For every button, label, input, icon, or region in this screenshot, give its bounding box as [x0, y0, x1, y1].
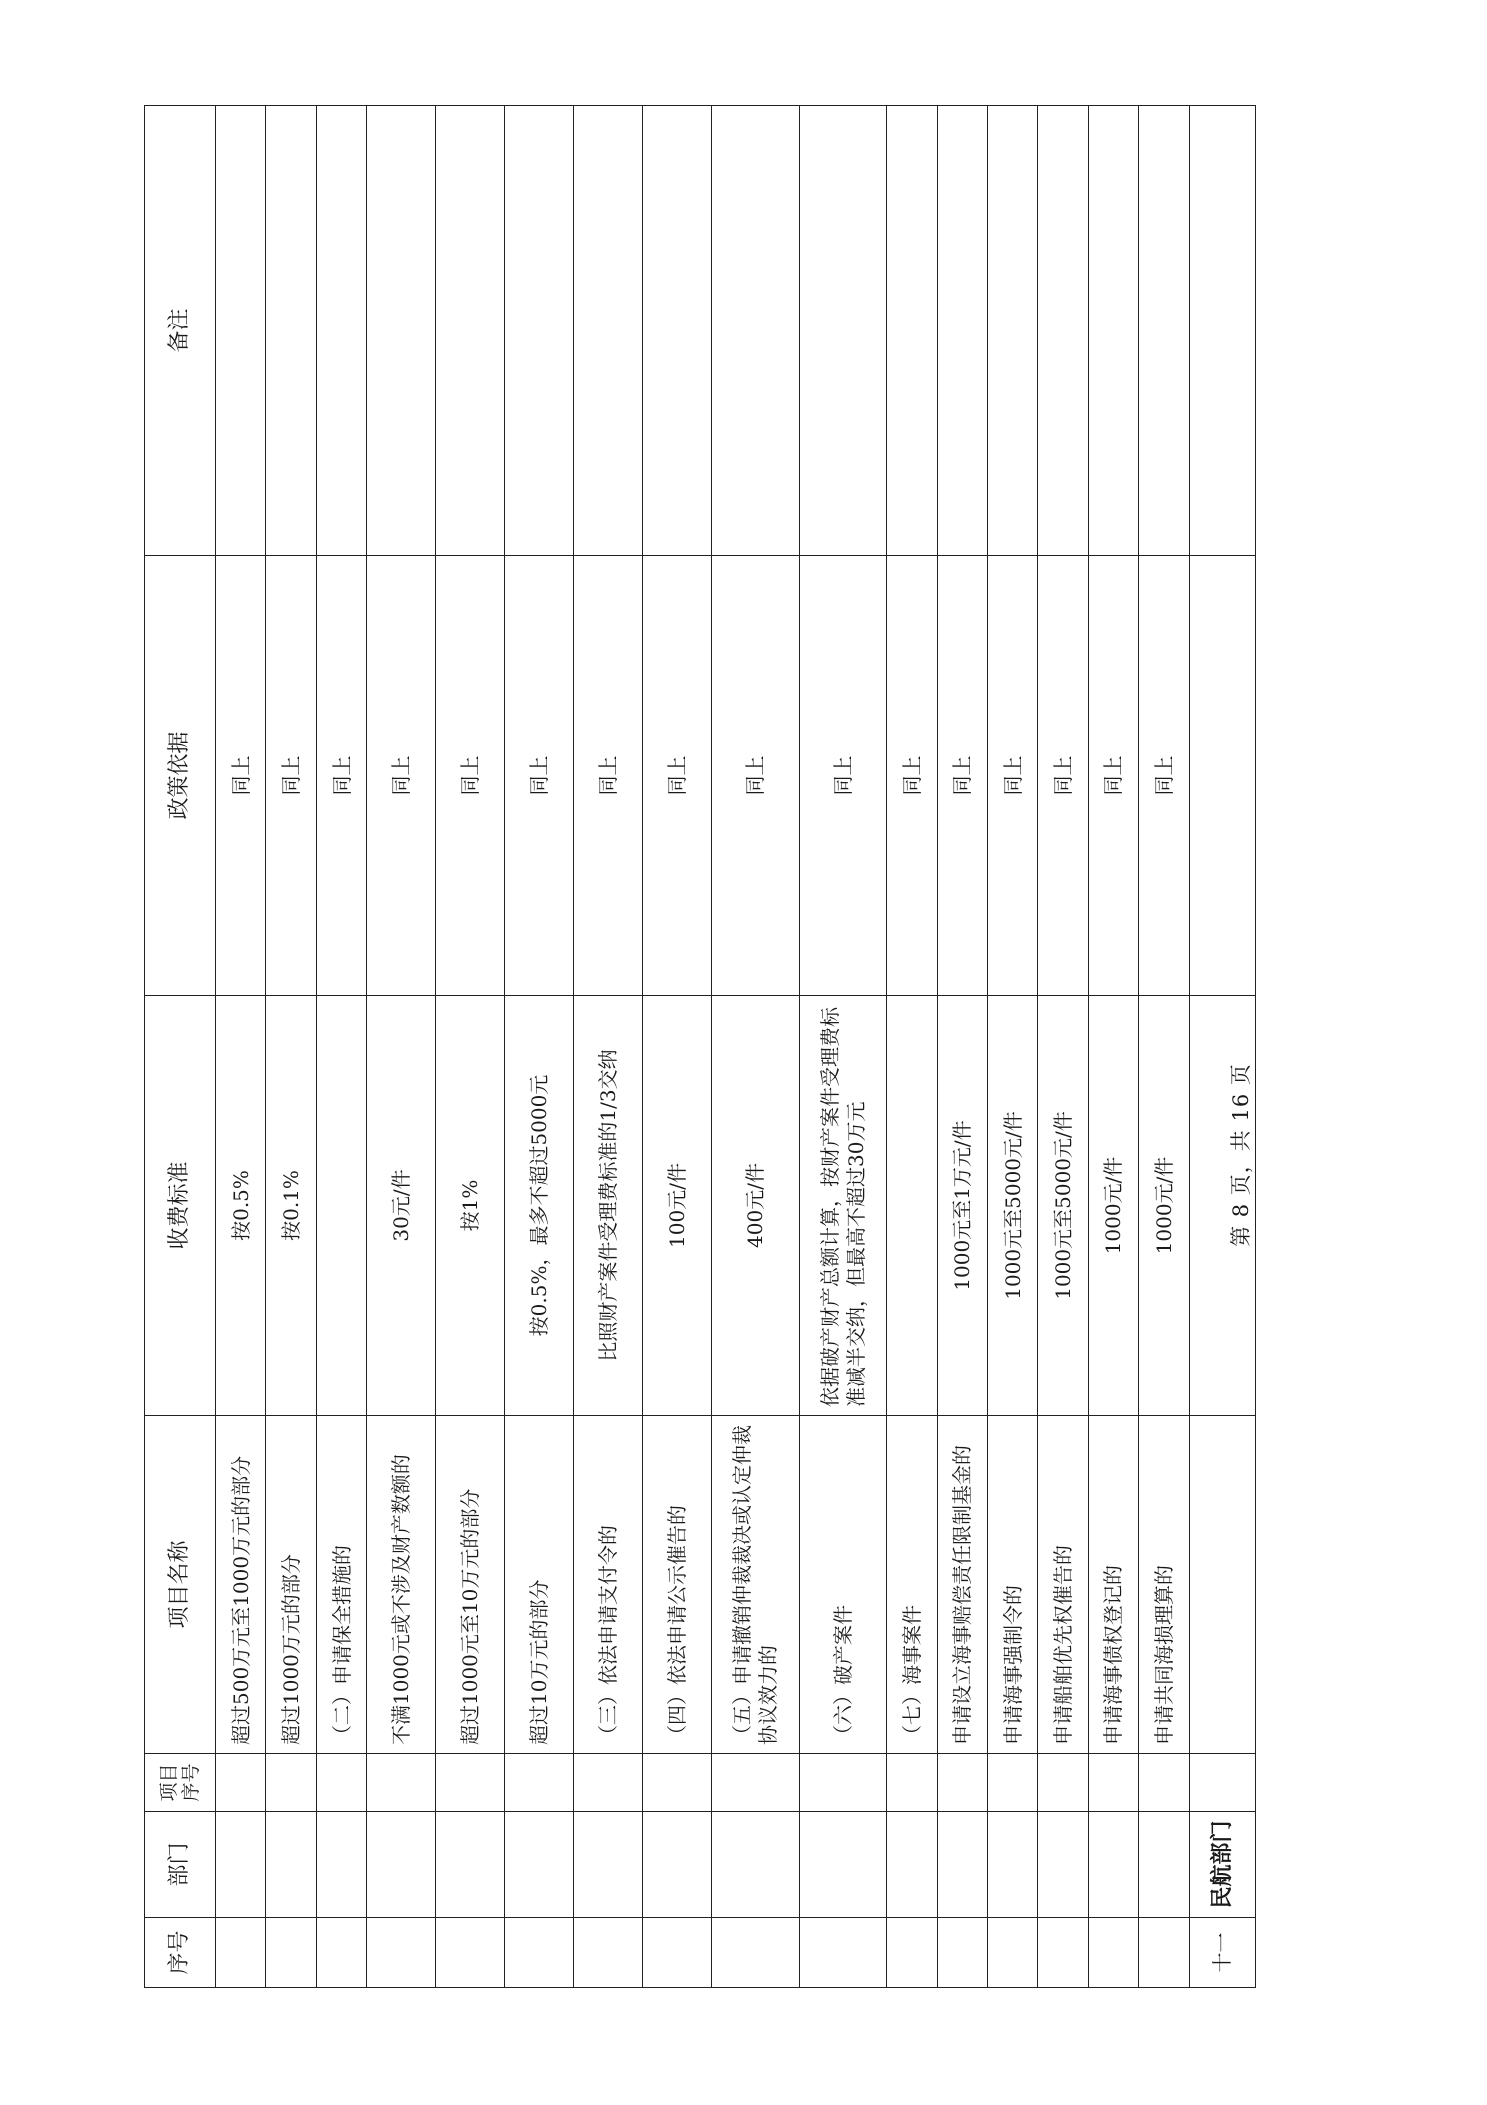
table-row: [316, 106, 366, 1988]
cell-seq: [643, 1918, 712, 1988]
header-remarks: 备注: [145, 106, 216, 556]
table-row: [574, 106, 643, 1988]
cell-item-name: 超过1000万元的部分: [266, 1416, 316, 1754]
cell-item-no: [887, 1754, 937, 1812]
cell-policy-basis: 同上: [216, 556, 266, 996]
cell-policy-basis: 同上: [1139, 556, 1189, 996]
cell-remarks: [505, 106, 574, 556]
cell-seq: [1038, 1918, 1088, 1988]
cell-item-name: （七）海事案件: [887, 1416, 937, 1754]
cell-item-no: [1189, 1754, 1255, 1812]
cell-remarks: [937, 106, 987, 556]
cell-remarks: [316, 106, 366, 556]
fee-standards-table: [144, 105, 1256, 1988]
table-row: [1088, 106, 1138, 1988]
cell-item-name: （二）申请保全措施的: [316, 1416, 366, 1754]
cell-fee-standard: 1000元至5000元/件: [987, 996, 1037, 1416]
cell-policy-basis: 同上: [266, 556, 316, 996]
table-row: [1139, 106, 1189, 1988]
cell-item-no: [216, 1754, 266, 1812]
table-row: [887, 106, 937, 1988]
cell-dept: [643, 1812, 712, 1918]
table-body: [216, 106, 1256, 1988]
cell-remarks: [712, 106, 800, 556]
cell-item-name: （五）申请撤销仲裁裁决或认定仲裁协议效力的: [712, 1416, 800, 1754]
header-item-no: 项目序号: [145, 1754, 216, 1812]
cell-dept: [987, 1812, 1037, 1918]
table-row: [799, 106, 887, 1988]
cell-fee-standard: [316, 996, 366, 1416]
cell-policy-basis: 同上: [643, 556, 712, 996]
table-row: [987, 106, 1037, 1988]
cell-item-name: 申请设立海事赔偿责任限制基金的: [937, 1416, 987, 1754]
header-policy-basis: 政策依据: [145, 556, 216, 996]
cell-fee-standard: 1000元/件: [1088, 996, 1138, 1416]
cell-seq: [216, 1918, 266, 1988]
cell-item-name: 申请海事债权登记的: [1088, 1416, 1138, 1754]
cell-item-name: [1189, 1416, 1255, 1754]
cell-seq: [937, 1918, 987, 1988]
cell-policy-basis: 同上: [887, 556, 937, 996]
cell-fee-standard: [887, 996, 937, 1416]
cell-item-no: [799, 1754, 887, 1812]
cell-remarks: [367, 106, 436, 556]
cell-remarks: [987, 106, 1037, 556]
cell-dept: [574, 1812, 643, 1918]
header-item-name: 项目名称: [145, 1416, 216, 1754]
cell-policy-basis: 同上: [436, 556, 505, 996]
cell-dept: 民航部门: [1189, 1812, 1255, 1918]
table-row: [712, 106, 800, 1988]
cell-dept: [216, 1812, 266, 1918]
cell-seq: 十一: [1189, 1918, 1255, 1988]
cell-dept: [712, 1812, 800, 1918]
cell-fee-standard: 100元/件: [643, 996, 712, 1416]
cell-remarks: [643, 106, 712, 556]
cell-dept: [505, 1812, 574, 1918]
cell-seq: [574, 1918, 643, 1988]
cell-dept: [1139, 1812, 1189, 1918]
cell-item-no: [1139, 1754, 1189, 1812]
cell-item-name: （四）依法申请公示催告的: [643, 1416, 712, 1754]
cell-item-no: [436, 1754, 505, 1812]
cell-dept: [266, 1812, 316, 1918]
cell-dept: [1038, 1812, 1088, 1918]
cell-item-name: （三）依法申请支付令的: [574, 1416, 643, 1754]
cell-policy-basis: [1189, 556, 1255, 996]
cell-fee-standard: 按0.5%: [216, 996, 266, 1416]
cell-policy-basis: 同上: [367, 556, 436, 996]
cell-item-no: [1088, 1754, 1138, 1812]
table-row: [937, 106, 987, 1988]
cell-dept: [436, 1812, 505, 1918]
cell-dept: [887, 1812, 937, 1918]
cell-item-name: 申请海事强制令的: [987, 1416, 1037, 1754]
cell-item-name: （六）破产案件: [799, 1416, 887, 1754]
header-seq: 序号: [145, 1918, 216, 1988]
table-row: [367, 106, 436, 1988]
cell-policy-basis: 同上: [1038, 556, 1088, 996]
cell-fee-standard: 1000元至5000元/件: [1038, 996, 1088, 1416]
cell-dept: [367, 1812, 436, 1918]
cell-seq: [316, 1918, 366, 1988]
table-header-row: [145, 106, 216, 1988]
table-row: [216, 106, 266, 1988]
cell-remarks: [216, 106, 266, 556]
cell-dept: [799, 1812, 887, 1918]
cell-seq: [266, 1918, 316, 1988]
header-fee-standard: 收费标准: [145, 996, 216, 1416]
cell-item-no: [937, 1754, 987, 1812]
cell-remarks: [799, 106, 887, 556]
cell-remarks: [1038, 106, 1088, 556]
cell-item-name: 超过1000元至10万元的部分: [436, 1416, 505, 1754]
cell-fee-standard: 比照财产案件受理费标准的1/3交纳: [574, 996, 643, 1416]
cell-seq: [505, 1918, 574, 1988]
header-dept: 部门: [145, 1812, 216, 1918]
cell-seq: [1139, 1918, 1189, 1988]
cell-remarks: [1088, 106, 1138, 556]
cell-policy-basis: 同上: [574, 556, 643, 996]
cell-item-no: [987, 1754, 1037, 1812]
cell-fee-standard: 400元/件: [712, 996, 800, 1416]
cell-remarks: [266, 106, 316, 556]
cell-remarks: [574, 106, 643, 556]
cell-dept: [316, 1812, 366, 1918]
cell-seq: [712, 1918, 800, 1988]
table-row: [505, 106, 574, 1988]
table-row: [1038, 106, 1088, 1988]
cell-policy-basis: 同上: [505, 556, 574, 996]
cell-item-name: 不满1000元或不涉及财产数额的: [367, 1416, 436, 1754]
cell-fee-standard: 按0.5%，最多不超过5000元: [505, 996, 574, 1416]
cell-item-name: 申请共同海损理算的: [1139, 1416, 1189, 1754]
cell-policy-basis: 同上: [316, 556, 366, 996]
cell-item-no: [1038, 1754, 1088, 1812]
cell-item-no: [367, 1754, 436, 1812]
cell-policy-basis: 同上: [987, 556, 1037, 996]
cell-policy-basis: 同上: [937, 556, 987, 996]
cell-item-name: 申请船舶优先权催告的: [1038, 1416, 1088, 1754]
cell-fee-standard: 30元/件: [367, 996, 436, 1416]
cell-item-no: [266, 1754, 316, 1812]
cell-item-no: [316, 1754, 366, 1812]
cell-seq: [1088, 1918, 1138, 1988]
cell-fee-standard: 1000元/件: [1139, 996, 1189, 1416]
cell-policy-basis: 同上: [799, 556, 887, 996]
table-row: [643, 106, 712, 1988]
cell-item-no: [643, 1754, 712, 1812]
table-row: [436, 106, 505, 1988]
cell-policy-basis: 同上: [712, 556, 800, 996]
cell-seq: [799, 1918, 887, 1988]
cell-fee-standard: 按1%: [436, 996, 505, 1416]
cell-item-no: [574, 1754, 643, 1812]
cell-seq: [887, 1918, 937, 1988]
cell-remarks: [1139, 106, 1189, 556]
cell-seq: [367, 1918, 436, 1988]
cell-fee-standard: 按0.1%: [266, 996, 316, 1416]
cell-policy-basis: 同上: [1088, 556, 1138, 996]
cell-item-no: [712, 1754, 800, 1812]
page-number-footer: 第 8 页，共 16 页: [1229, 1063, 1253, 1247]
cell-seq: [987, 1918, 1037, 1988]
cell-item-name: 超过10万元的部分: [505, 1416, 574, 1754]
cell-fee-standard: 依据破产财产总额计算，按财产案件受理费标准减半交纳，但最高不超过30万元: [799, 996, 887, 1416]
cell-dept: [937, 1812, 987, 1918]
cell-fee-standard: 1000元至1万元/件: [937, 996, 987, 1416]
table-row: [266, 106, 316, 1988]
cell-item-name: 超过500万元至1000万元的部分: [216, 1416, 266, 1754]
cell-remarks: [887, 106, 937, 556]
cell-remarks: [436, 106, 505, 556]
cell-seq: [436, 1918, 505, 1988]
rotated-table-wrapper: [144, 106, 1256, 1988]
cell-dept: [1088, 1812, 1138, 1918]
cell-remarks: [1189, 106, 1255, 556]
cell-item-no: [505, 1754, 574, 1812]
